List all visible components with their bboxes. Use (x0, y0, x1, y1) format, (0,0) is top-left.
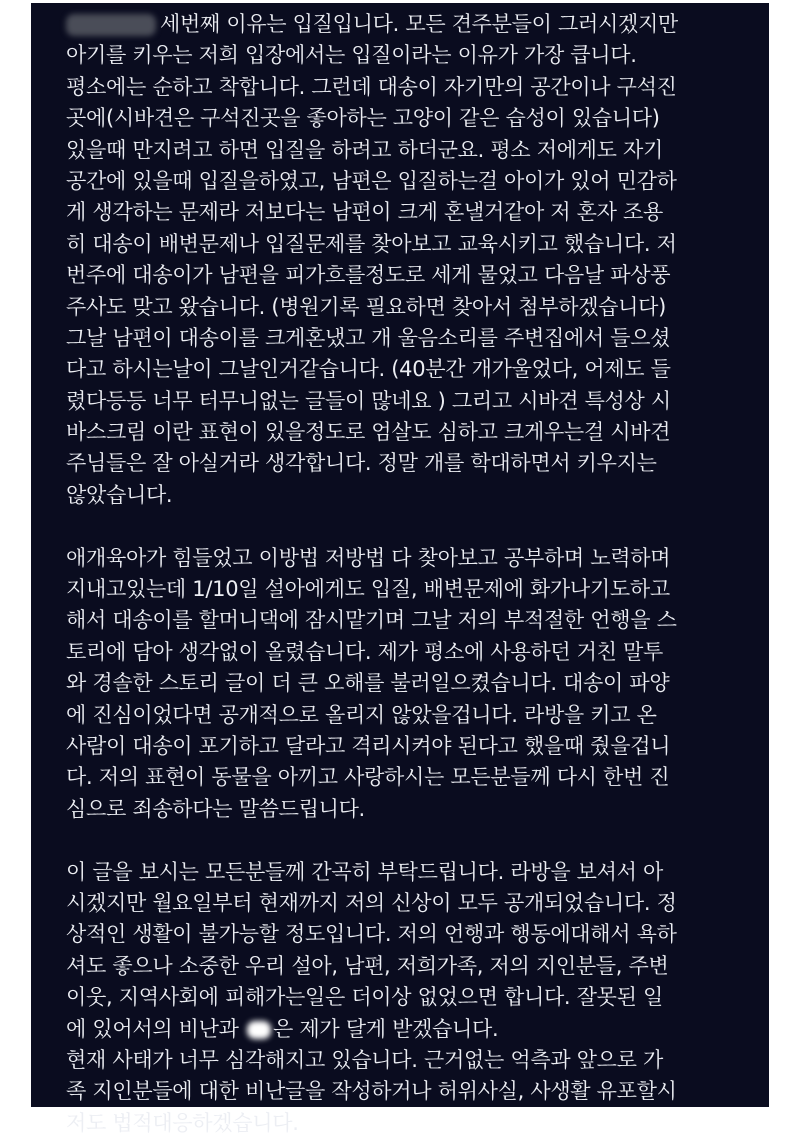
text-line: 지내고있는데 1/10일 설아에게도 입질, 배변문제에 화가나기도하고 (66, 577, 670, 602)
text-line: 있을때 만지려고 하면 입질을 하려고 하더군요. 평소 저에게도 자기 (66, 137, 663, 162)
text-line: 공간에 있을때 입질을하였고, 남편은 입질하는걸 아이가 있어 민감하 (66, 168, 677, 193)
text-line: 이웃, 지역사회에 피해가는일은 더이상 없었으면 합니다. 잘못된 일 (66, 985, 663, 1010)
paragraph-reason-three (66, 9, 769, 511)
text-line: 이 글을 보시는 모든분들께 간곡히 부탁드립니다. 라방을 보셔서 아 (66, 859, 663, 884)
text-line: 다. 저의 표현이 동물을 아끼고 사랑하시는 모든분들께 다시 한번 진 (66, 765, 670, 790)
text-line: 셔도 좋으나 소중한 우리 설아, 남편, 저희가족, 저의 지인분들, 주변 (66, 953, 669, 978)
text-line: 시겠지만 월요일부터 현재까지 저의 신상이 모두 공개되었습니다. 정 (66, 890, 677, 915)
text-line: 사람이 대송이 포기하고 달라고 격리시켜야 된다고 했을때 줬을겁니 (66, 733, 671, 758)
paragraph-legal-notice (66, 1045, 769, 1139)
text-line: 곳에(시바견은 구석진곳을 좋아하는 고양이 같은 습성이 있습니다) (66, 106, 660, 131)
text-line (66, 1014, 769, 1045)
redacted-name (66, 14, 156, 36)
redacted-word (247, 1021, 271, 1039)
text-line: 그날 남편이 대송이를 크게혼냈고 개 울음소리를 주변집에서 들으셨 (66, 325, 671, 350)
text-line: 해서 대송이를 할머니댁에 잠시맡기며 그날 저의 부적절한 언행을 스 (66, 608, 677, 633)
text-fragment: 은 제가 달게 받겠습니다. (273, 1016, 499, 1041)
text-line: 번주에 대송이가 남편을 피가흐를정도로 세게 물었고 다음날 파상풍 (66, 263, 671, 288)
text-line: 평소에는 순하고 착합니다. 그런데 대송이 자기만의 공간이나 구석진 (66, 74, 677, 99)
text-line: 상적인 생활이 불가능할 정도입니다. 저의 언행과 행동에대해서 욕하 (66, 922, 677, 947)
text-line: 렸다등등 너무 터무니없는 글들이 많네요 ) 그리고 시바견 특성상 시 (66, 388, 671, 413)
text-line: 세번째 이유는 입질입니다. 모든 견주분들이 그러시겠지만 (66, 9, 769, 40)
paragraph-spacer (66, 825, 769, 856)
text-line: 바스크림 이란 표현이 있을정도로 엄살도 심하고 크게우는걸 시바견 (66, 420, 671, 445)
text-line: 와 경솔한 스토리 글이 더 큰 오해를 불러일으켰습니다. 대송이 파양 (66, 671, 670, 696)
text-line: 게 생각하는 문제라 저보다는 남편이 크게 혼낼거같아 저 혼자 조용 (66, 200, 663, 225)
text-line: 다고 하시는날이 그날인거같습니다. (40분간 개가울었다, 어제도 들 (66, 357, 671, 382)
paragraph-spacer (66, 511, 769, 542)
text-fragment: 에 있어서의 비난과 (66, 1016, 239, 1041)
text-line: 히 대송이 배변문제나 입질문제를 찾아보고 교육시키고 했습니다. 저 (66, 231, 677, 256)
text-line: 에 진심이었다면 공개적으로 올리지 않았을겁니다. 라방을 키고 온 (66, 702, 657, 727)
post-panel (31, 3, 769, 1135)
text-line: 족 지인분들에 대한 비난글을 작성하거나 허위사실, 사생활 유포할시 (66, 1079, 677, 1104)
paragraph-request (66, 857, 769, 1045)
paragraph-apology (66, 543, 769, 826)
text-line: 주사도 맞고 왔습니다. (병원기록 필요하면 찾아서 첨부하겠습니다) (66, 294, 667, 319)
text-line: 않았습니다. (66, 482, 173, 507)
text-line: 아기를 키우는 저희 입장에서는 입질이라는 이유가 가장 큽니다. (66, 43, 637, 68)
text-line: 주님들은 잘 아실거라 생각합니다. 정말 개를 학대하면서 키우지는 (66, 451, 657, 476)
text-line: 토리에 담아 생각없이 올렸습니다. 제가 평소에 사용하던 거친 말투 (66, 639, 663, 664)
text-line: 애개육아가 힘들었고 이방법 저방법 다 찾아보고 공부하며 노력하며 (66, 545, 671, 570)
text-line: 현재 사태가 너무 심각해지고 있습니다. 근거없는 억측과 앞으로 가 (66, 1047, 663, 1072)
text-line: 저도 법적대응하겠습니다. (66, 1110, 299, 1135)
text-line: 심으로 죄송하다는 말씀드립니다. (66, 796, 365, 821)
